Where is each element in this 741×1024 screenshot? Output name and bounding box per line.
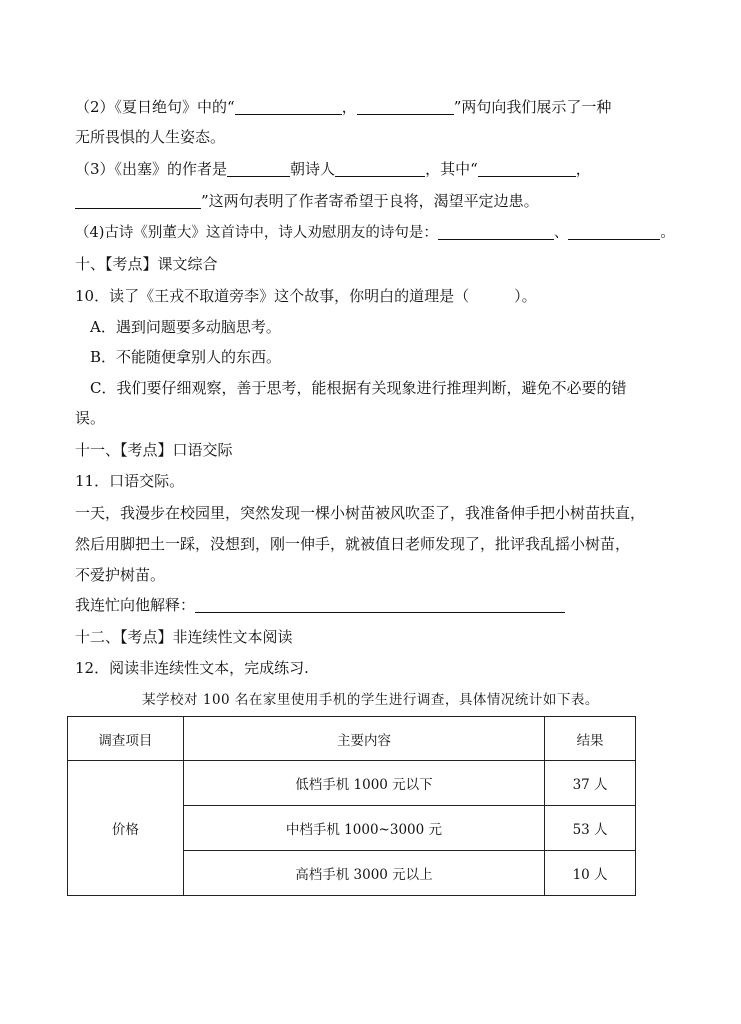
explanation-prompt <box>75 594 565 616</box>
option-c-line2: 误。 <box>75 409 106 427</box>
content-cell: 低档手机 1000 元以下 <box>183 761 544 806</box>
question-12: 12．阅读非连续性文本，完成练习. <box>75 659 309 677</box>
question-10: 10．读了《王戎不取道旁李》这个故事，你明白的道理是（ ）。 <box>75 287 537 305</box>
q9-item3-mid2: ，其中“ <box>425 160 478 178</box>
q9-item3-line2-suffix: ”这两句表明了作者寄希望于良将，渴望平定边患。 <box>201 192 539 210</box>
option-b[interactable]: B．不能随便拿别人的东西。 <box>90 348 282 366</box>
result-cell: 53 人 <box>545 806 636 851</box>
answer-blank[interactable] <box>75 192 201 209</box>
answer-blank[interactable] <box>235 98 342 115</box>
answer-blank[interactable] <box>438 223 554 240</box>
header-main-content: 主要内容 <box>183 717 544 761</box>
explanation-answer-blank[interactable] <box>195 596 565 613</box>
q9-item4 <box>75 222 675 244</box>
q9-item2-line1 <box>75 96 611 118</box>
answer-blank[interactable] <box>357 98 454 115</box>
section-12-heading: 十二、【考点】非连续性文本阅读 <box>75 628 293 646</box>
q9-item2-suffix: ”两句向我们展示了一种 <box>453 98 612 116</box>
q9-item3-line2 <box>75 190 539 212</box>
story-line-1: 一天，我漫步在校园里，突然发现一棵小树苗被风吹歪了，我准备伸手把小树苗扶直， <box>75 504 646 522</box>
header-result: 结果 <box>545 717 636 761</box>
answer-blank[interactable] <box>335 160 425 177</box>
period: 。 <box>660 225 675 241</box>
q9-item3-mid1: 朝诗人 <box>290 160 336 178</box>
story-line-2: 然后用脚把土一踩，没想到，刚一伸手，就被值日老师发现了，批评我乱摇小树苗， <box>75 535 631 553</box>
table-row <box>68 761 636 806</box>
option-a[interactable]: A．遇到问题要多动脑思考。 <box>90 318 281 336</box>
q9-item2-prefix: （2）《夏日绝句》中的“ <box>75 98 235 116</box>
prompt-label: 我连忙向他解释： <box>75 596 196 614</box>
table-caption: 某学校对 100 名在家里使用手机的学生进行调查，具体情况统计如下表。 <box>142 692 599 708</box>
header-survey-item: 调查项目 <box>68 717 184 761</box>
survey-table <box>67 716 636 896</box>
q9-item4-prefix: （4)古诗《别董大》这首诗中，诗人劝慰朋友的诗句是： <box>75 225 438 241</box>
answer-blank[interactable] <box>568 223 660 240</box>
option-c-line1[interactable]: C．我们要仔细观察，善于思考，能根据有关现象进行推理判断，避免不必要的错 <box>90 379 627 397</box>
question-11: 11．口语交际。 <box>75 472 185 490</box>
content-cell: 中档手机 1000~3000 元 <box>183 806 544 851</box>
table-header-row <box>68 717 636 761</box>
result-cell: 37 人 <box>545 761 636 806</box>
section-11-heading: 十一、【考点】口语交际 <box>75 441 233 459</box>
story-line-3: 不爱护树苗。 <box>75 566 166 584</box>
q9-item3-line1 <box>75 158 591 180</box>
category-cell: 价格 <box>68 761 184 896</box>
q9-item2-line2: 无所畏惧的人生姿态。 <box>75 128 226 146</box>
result-cell: 10 人 <box>545 851 636 896</box>
separator: 、 <box>553 225 569 241</box>
comma: ， <box>575 160 591 178</box>
answer-blank[interactable] <box>478 160 576 177</box>
q9-item3-prefix: （3）《出塞》的作者是 <box>75 160 228 178</box>
comma: ， <box>341 98 357 116</box>
section-10-heading: 十、【考点】课文综合 <box>75 255 218 273</box>
answer-blank[interactable] <box>227 160 290 177</box>
content-cell: 高档手机 3000 元以上 <box>183 851 544 896</box>
